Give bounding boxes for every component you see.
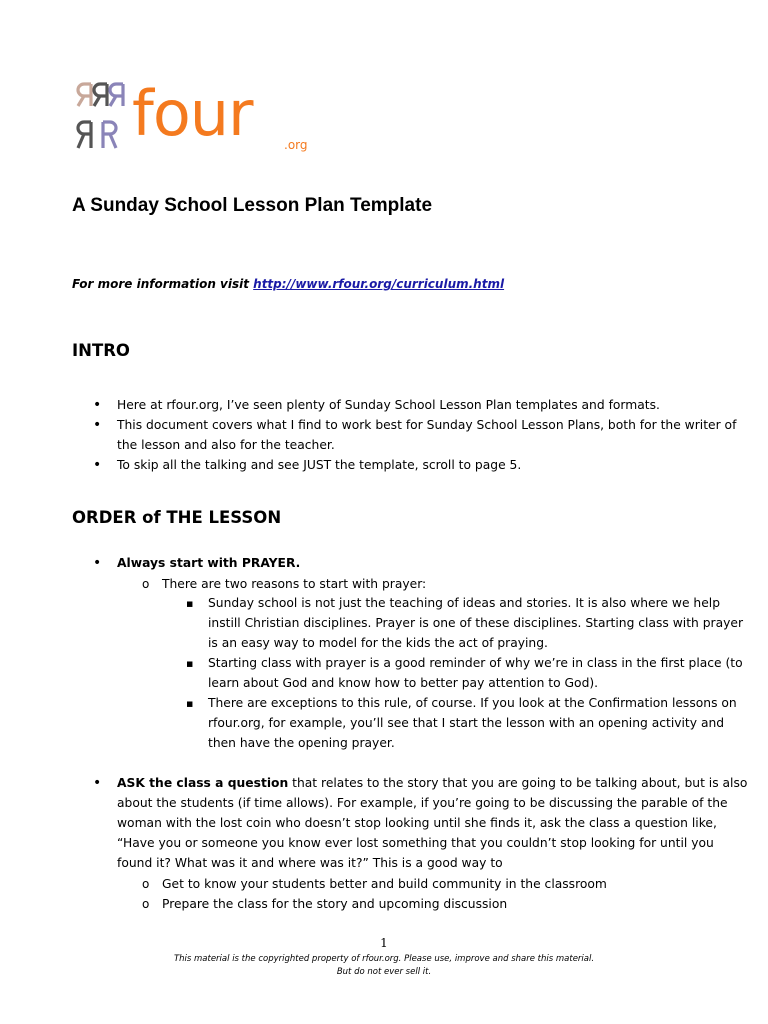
info-prefix: For more information visit <box>72 277 254 291</box>
ask-line-4: “Have you or someone you know ever lost something that you couldn’t stop looking for until you <box>117 836 714 850</box>
intro-item-2-line-2: the lesson and also for the teacher. <box>117 438 335 452</box>
reason-3-line-1: There are exceptions to this rule, of course. If you look at the Confirmation lessons on <box>208 696 737 710</box>
intro-item-1-line-1: Here at rfour.org, I’ve seen plenty of Sunday School Lesson Plan templates and formats. <box>117 398 660 412</box>
ask-line-1-text: that relates to the story that you are going to be talking about, but is also <box>288 776 748 790</box>
ask-sub-2: Prepare the class for the story and upcoming discussion <box>162 897 508 911</box>
info-line <box>72 277 504 291</box>
ask-line-1 <box>117 773 747 793</box>
ask-paragraph <box>117 773 747 873</box>
bullet-icon <box>93 455 101 475</box>
reason-1 <box>208 593 743 653</box>
circle-bullet-icon <box>142 874 149 894</box>
intro-item-3 <box>117 455 521 475</box>
square-bullet-icon <box>186 593 193 614</box>
circle-bullet-icon <box>142 894 149 914</box>
bullet-icon <box>93 553 101 573</box>
reason-3-line-3: then have the opening prayer. <box>208 736 395 750</box>
square-bullet-icon <box>186 693 193 714</box>
bullet-icon <box>93 395 101 415</box>
intro-item-2 <box>117 415 736 455</box>
logo-wordmark: four <box>132 77 253 150</box>
intro-item-1 <box>117 395 660 415</box>
bullet-icon <box>93 773 101 793</box>
reason-3 <box>208 693 737 753</box>
bullet-icon <box>93 415 101 435</box>
reason-1-line-1: Sunday school is not just the teaching of ideas and stories. It is also where we help <box>208 596 720 610</box>
rfour-logo-mark-icon <box>76 78 136 158</box>
intro-item-2-line-1: This document covers what I find to work best for Sunday School Lesson Plans, both for the writer of <box>117 418 737 432</box>
prayer-sub: There are two reasons to start with prayer: <box>162 577 427 591</box>
reason-1-line-2: instill Christian disciplines. Prayer is one of these disciplines. Starting class with prayer <box>208 616 744 630</box>
square-bullet-icon <box>186 653 193 674</box>
page-number: 1 <box>380 936 388 950</box>
ask-sub-1: Get to know your students better and build community in the classroom <box>162 877 607 891</box>
circle-bullet-icon <box>142 574 149 594</box>
ask-line-3: woman with the lost coin who doesn’t stop looking until she finds it, ask the class a question like, <box>117 816 717 830</box>
ask-label: ASK the class a question <box>117 776 289 790</box>
order-heading: ORDER of THE LESSON <box>72 508 282 527</box>
logo-suffix: .org <box>284 138 308 152</box>
copyright-line-2: But do not ever sell it. <box>336 967 432 977</box>
copyright-note <box>0 953 768 979</box>
reason-1-line-3: is an easy way to model for the kids the act of praying. <box>208 636 548 650</box>
reason-2 <box>208 653 743 693</box>
intro-item-3-line-1: To skip all the talking and see JUST the template, scroll to page 5. <box>117 458 522 472</box>
reason-2-line-1: Starting class with prayer is a good reminder of why we’re in class in the first place (to <box>208 656 743 670</box>
reason-2-line-2: learn about God and know how to better pay attention to God). <box>208 676 599 690</box>
ask-line-2: about the students (if time allows). For example, if you’re going to be discussing the parable of the <box>117 796 728 810</box>
document-title: A Sunday School Lesson Plan Template <box>72 195 433 216</box>
rfour-logo <box>76 74 316 164</box>
prayer-label: Always start with PRAYER. <box>117 556 301 570</box>
reason-3-line-2: rfour.org, for example, you’ll see that I start the lesson with an opening activity and <box>208 716 725 730</box>
intro-heading: INTRO <box>72 341 130 360</box>
curriculum-link[interactable]: http://www.rfour.org/curriculum.html <box>253 277 505 291</box>
copyright-line-1: This material is the copyrighted property of rfour.org. Please use, improve and share this material. <box>173 954 595 964</box>
ask-line-5: found it? What was it and where was it?” This is a good way to <box>117 856 503 870</box>
